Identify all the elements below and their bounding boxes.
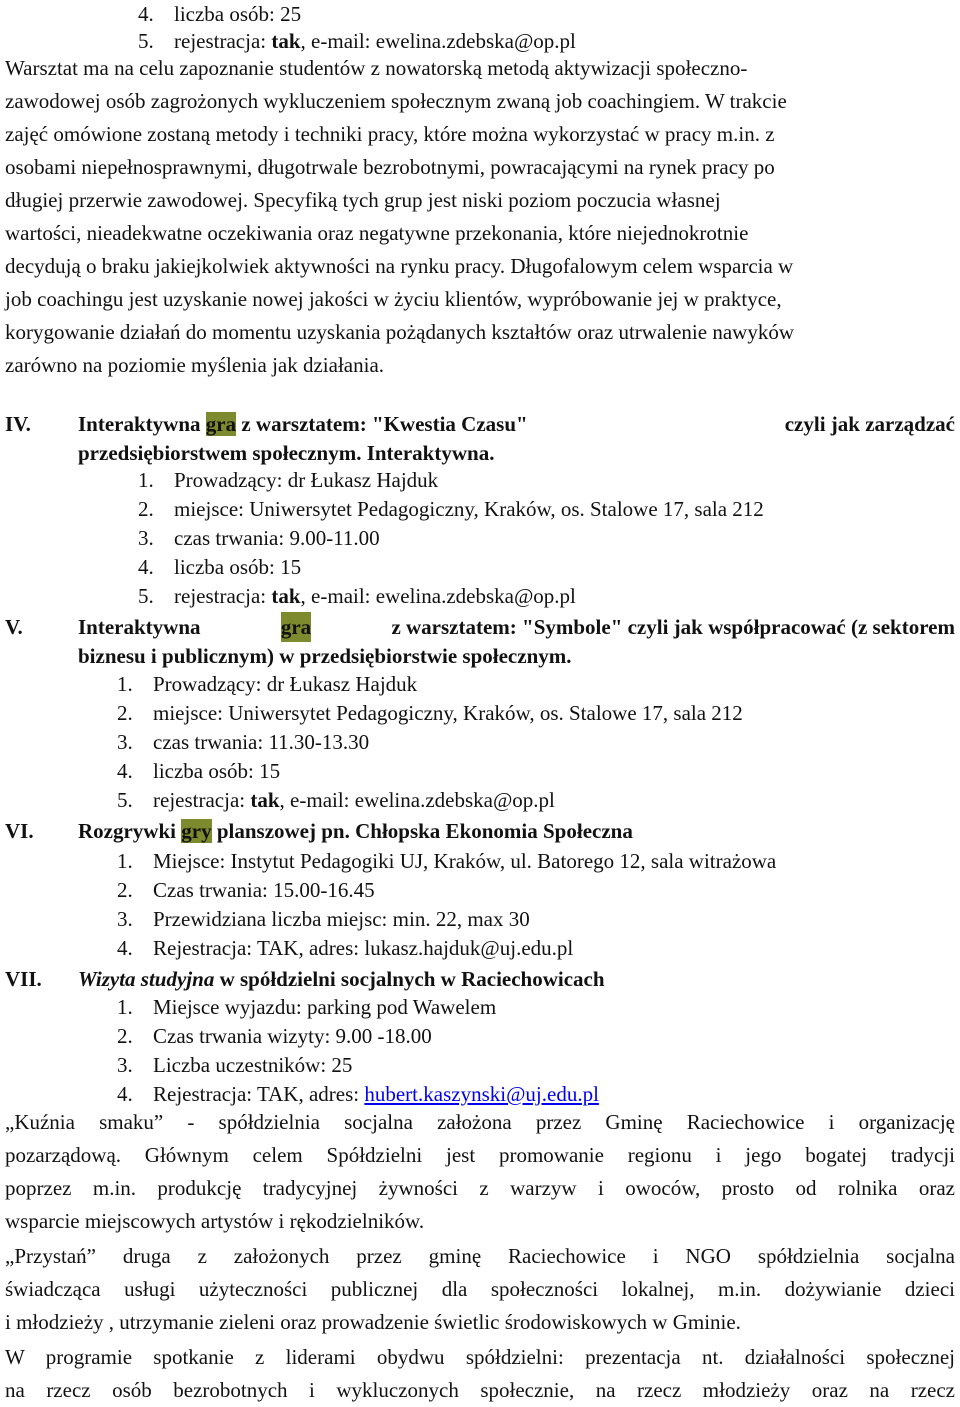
section-numeral: VI. xyxy=(5,819,34,843)
section-title-line2: biznesu i publicznym) w przedsiębiorstwie społecznym. xyxy=(78,644,572,668)
list-item: 2. miejsce: Uniwersytet Pedagogiczny, Kraków, os. Stalowe 17, sala 212 xyxy=(138,497,764,521)
paragraph-line: „Kuźnia smaku” - spółdzielnia socjalna założona przez Gminę Raciechowice i organizację xyxy=(5,1110,955,1134)
list-item: 2. miejsce: Uniwersytet Pedagogiczny, Kraków, os. Stalowe 17, sala 212 xyxy=(117,701,743,725)
paragraph-line: korygowanie działań do momentu uzyskania pożądanych kształtów oraz utrwalenie nawyków xyxy=(5,320,794,344)
section-title: Interaktywna gra z warsztatem: "Symbole" czyli jak współpracować (z sektorem xyxy=(78,612,955,642)
paragraph-line: na rzecz osób bezrobotnych i wykluczonych społecznie, na rzecz młodzieży oraz na rzecz xyxy=(5,1378,955,1402)
list-item: 5. rejestracja: tak, e-mail: ewelina.zdebska@op.pl xyxy=(138,584,576,608)
section-title: Rozgrywki gry planszowej pn. Chłopska Ekonomia Społeczna xyxy=(78,819,633,843)
paragraph-line: W programie spotkanie z liderami obydwu spółdzielni: prezentacja nt. działalności społecznej xyxy=(5,1345,955,1369)
paragraph-line: wsparcie miejscowych artystów i rękodzielników. xyxy=(5,1209,425,1233)
section-numeral: V. xyxy=(5,615,23,639)
paragraph-line: decydują o braku jakiejkolwiek aktywności na rynku pracy. Długofalowym celem wsparcia w xyxy=(5,254,794,278)
paragraph-line: zawodowej osób zagrożonych wykluczeniem społecznym zwaną job coachingiem. W trakcie xyxy=(5,89,787,113)
paragraph-line: Warsztat ma na celu zapoznanie studentów z nowatorską metodą aktywizacji społeczno- xyxy=(5,56,748,80)
paragraph-line: długiej przerwie zawodowej. Specyfiką tych grup jest niski poziom poczucia własnej xyxy=(5,188,721,212)
list-item: 3. Przewidziana liczba miejsc: min. 22, max 30 xyxy=(117,907,530,931)
highlight: gra xyxy=(205,412,237,436)
highlight: gra xyxy=(281,612,311,642)
paragraph-line: job coachingu jest uzyskanie nowej jakości w życiu klientów, wypróbowanie jej w praktyce, xyxy=(5,287,782,311)
list-item: 3. czas trwania: 11.30-13.30 xyxy=(117,730,370,754)
list-item: 2. Czas trwania wizyty: 9.00 -18.00 xyxy=(117,1024,432,1048)
section-title: Interaktywna gra z warsztatem: "Kwestia Czasu" czyli jak zarządzać xyxy=(78,412,955,436)
section-title-line2: przedsiębiorstwem społecznym. Interaktywna. xyxy=(78,441,495,465)
intro-paragraph xyxy=(5,52,955,382)
list-item: 1. Prowadzący: dr Łukasz Hajduk xyxy=(138,468,439,492)
highlight: gry xyxy=(181,819,212,843)
list-item: 3. Liczba uczestników: 25 xyxy=(117,1053,353,1077)
paragraph-line: osobami niepełnosprawnymi, długotrwale bezrobotnymi, powracającymi na rynek pracy po xyxy=(5,155,775,179)
list-number: 5. xyxy=(138,29,154,53)
section-title: Wizyta studyjna w spółdzielni socjalnych w Raciechowicach xyxy=(78,967,605,991)
paragraph-line: zajęć omówione zostaną metody i techniki pracy, które można wykorzystać w pracy m.in. z xyxy=(5,122,775,146)
list-number: 4. xyxy=(138,2,154,26)
paragraph-line: wartości, nieadekwatne oczekiwania oraz negatywne przekonania, które niejednokrotnie xyxy=(5,221,749,245)
paragraph-line: „Przystań” druga z założonych przez gminę Raciechowice i NGO spółdzielnia socjalna xyxy=(5,1244,955,1268)
list-item: 4. Rejestracja: TAK, adres: lukasz.hajduk@uj.edu.pl xyxy=(117,936,574,960)
list-item: 4. liczba osób: 15 xyxy=(138,555,302,579)
section-numeral: VII. xyxy=(5,967,42,991)
list-item: 2. Czas trwania: 15.00-16.45 xyxy=(117,878,375,902)
paragraph-line: i młodzieży , utrzymanie zieleni oraz prowadzenie świetlic środowiskowych w Gminie. xyxy=(5,1310,741,1334)
list-item: 3. czas trwania: 9.00-11.00 xyxy=(138,526,380,550)
list-item: 4. liczba osób: 15 xyxy=(117,759,281,783)
list-item xyxy=(138,0,301,29)
paragraph-line: zarówno na poziomie myślenia jak działania. xyxy=(5,353,385,377)
section-numeral: IV. xyxy=(5,412,31,436)
program-paragraph xyxy=(5,1341,955,1407)
email-link[interactable]: hubert.kaszynski@uj.edu.pl xyxy=(364,1082,599,1106)
paragraph-line: pozarządową. Głównym celem Spółdzielni jest promowanie regionu i jego bogatej tradycji xyxy=(5,1143,955,1167)
list-item: 1. Miejsce: Instytut Pedagogiki UJ, Kraków, ul. Batorego 12, sala witrażowa xyxy=(117,849,777,873)
list-item-text: liczba osób: 25 xyxy=(174,2,302,26)
paragraph-line: świadcząca usługi użyteczności publicznej dla społeczności lokalnej, m.in. dożywianie dzieci xyxy=(5,1277,955,1301)
list-item: 5. rejestracja: tak, e-mail: ewelina.zdebska@op.pl xyxy=(117,788,555,812)
kuznia-paragraph xyxy=(5,1106,955,1238)
paragraph-line: poprzez m.in. produkcję tradycyjnej żywności z warzyw i owoców, prosto od rolnika oraz xyxy=(5,1176,955,1200)
list-item-text: rejestracja: tak, e-mail: ewelina.zdebska@op.pl xyxy=(174,29,576,53)
list-item: 1. Prowadzący: dr Łukasz Hajduk xyxy=(117,672,418,696)
przystan-paragraph xyxy=(5,1240,955,1339)
list-item: 4. Rejestracja: TAK, adres: hubert.kaszynski@uj.edu.pl xyxy=(117,1082,599,1106)
list-item: 1. Miejsce wyjazdu: parking pod Wawelem xyxy=(117,995,497,1019)
